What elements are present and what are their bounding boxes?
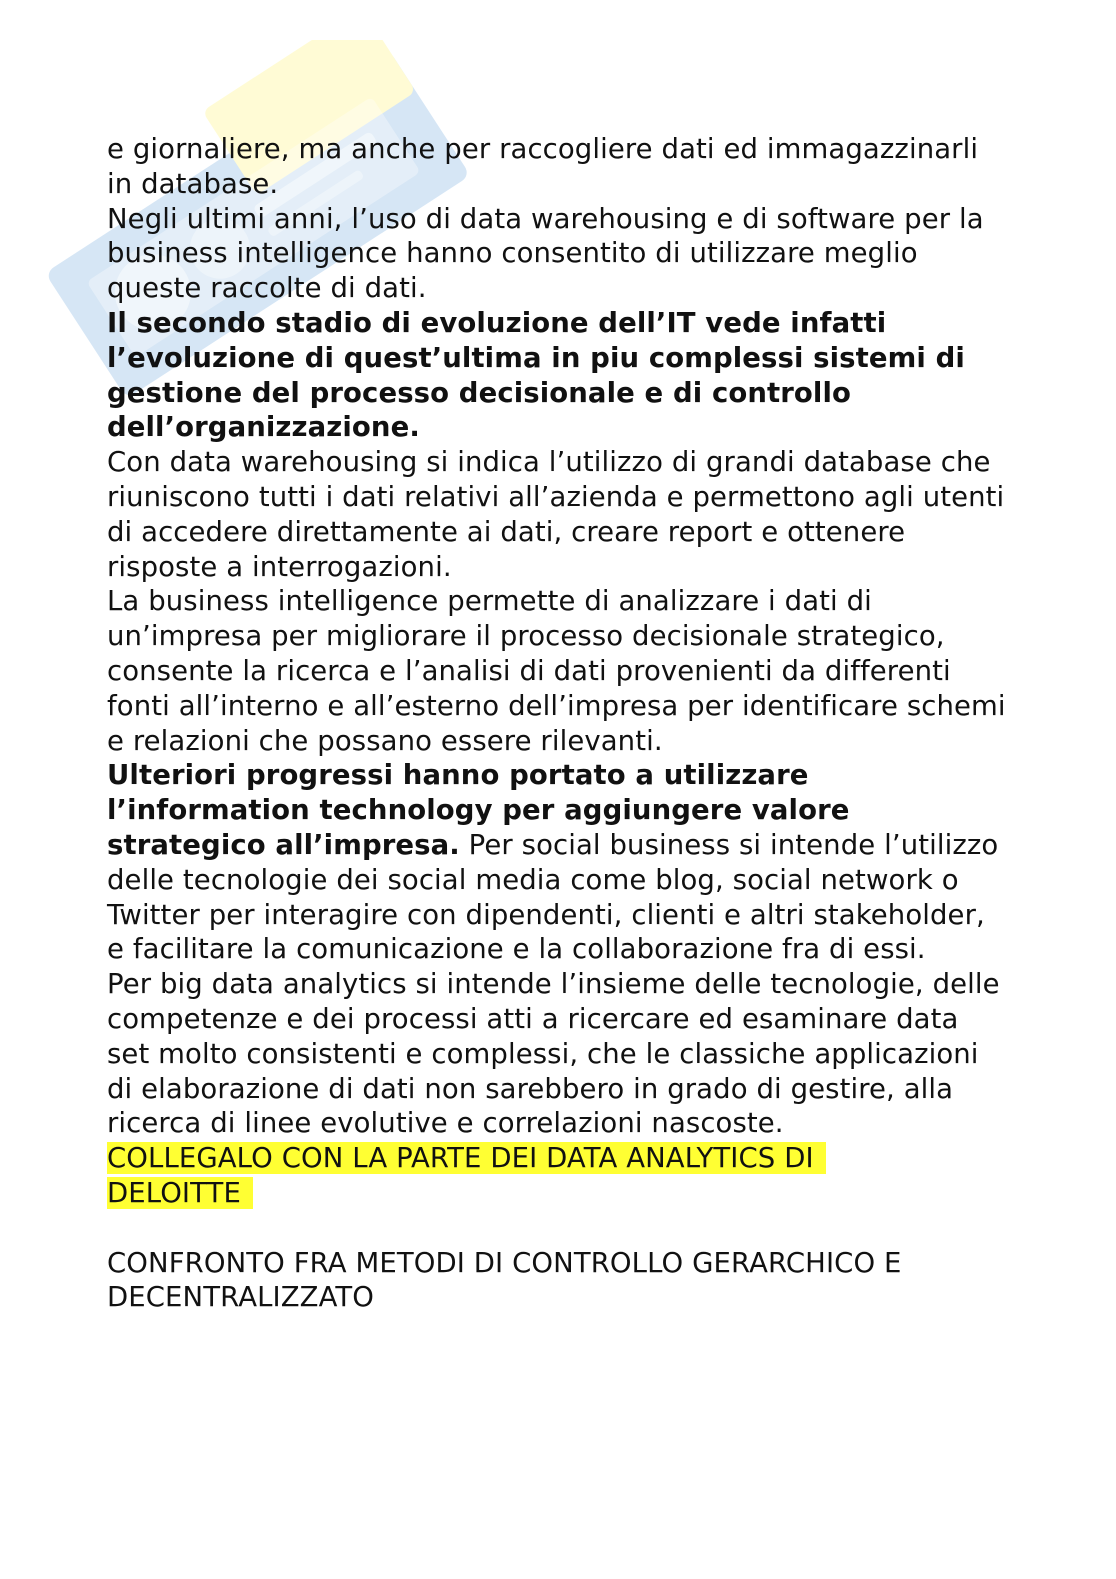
paragraph-social-business-text: Per social business si intende l’utilizzo delle tecnologie dei social media come blog, social network o Twitter per interagire con dipendenti, clienti e altri stakeholder, e facilitare la comunicazione e la collaborazione fra di essi. <box>107 828 999 966</box>
paragraph-progress-bold: Ulteriori progressi hanno portato a utilizzare l’information technology per aggiungere valore strategico all’impresa. <box>107 759 850 861</box>
paragraph-intro: e giornaliere, ma anche per raccogliere dati ed immagazzinarli in database. <box>107 133 979 200</box>
paragraph-social-business <box>107 758 1007 967</box>
paragraph-second-stage-bold: Il secondo stadio di evoluzione dell’IT vede infatti l’evoluzione di quest’ultima in piu complessi sistemi di gestione del processo decisionale e di controllo dell’organizzazione. <box>107 306 965 444</box>
highlight-note-line2: DELOITTE <box>107 1177 253 1209</box>
highlight-note <box>107 1141 1007 1211</box>
section-heading-line2: DECENTRALIZZATO <box>107 1281 375 1314</box>
highlight-note-line1: COLLEGALO CON LA PARTE DEI DATA ANALYTICS DI <box>107 1142 826 1174</box>
paragraph-big-data-analytics: Per big data analytics si intende l’insieme delle tecnologie, delle competenze e dei processi atti a ricercare ed esaminare data set molto consistenti e complessi, che le classiche applicazioni di elaborazione di dati non sarebbero in grado di gestire, alla ricerca di linee evolutive e correlazioni nascoste. <box>107 968 1000 1140</box>
section-heading <box>107 1246 1007 1316</box>
paragraph-business-intelligence: La business intelligence permette di analizzare i dati di un’impresa per migliorare il processo decisionale strategico, consente la ricerca e l’analisi di dati provenienti da differenti fonti all’interno e all’esterno dell’impresa per identificare schemi e relazioni che possano essere rilevanti. <box>107 585 1006 757</box>
paragraph-data-warehousing-intro: Negli ultimi anni, l’uso di data warehousing e di software per la business intelligence hanno consentito di utilizzare meglio queste raccolte di dati. <box>107 202 984 305</box>
blank-line <box>107 1211 1007 1246</box>
document-body <box>107 132 1007 1315</box>
paragraph-data-warehousing-definition: Con data warehousing si indica l’utilizzo di grandi database che riuniscono tutti i dati relativi all’azienda e permettono agli utenti di accedere direttamente ai dati, creare report e ottenere risposte a interrogazioni. <box>107 446 1005 583</box>
section-heading-line1: CONFRONTO FRA METODI DI CONTROLLO GERARCHICO E <box>107 1246 902 1279</box>
